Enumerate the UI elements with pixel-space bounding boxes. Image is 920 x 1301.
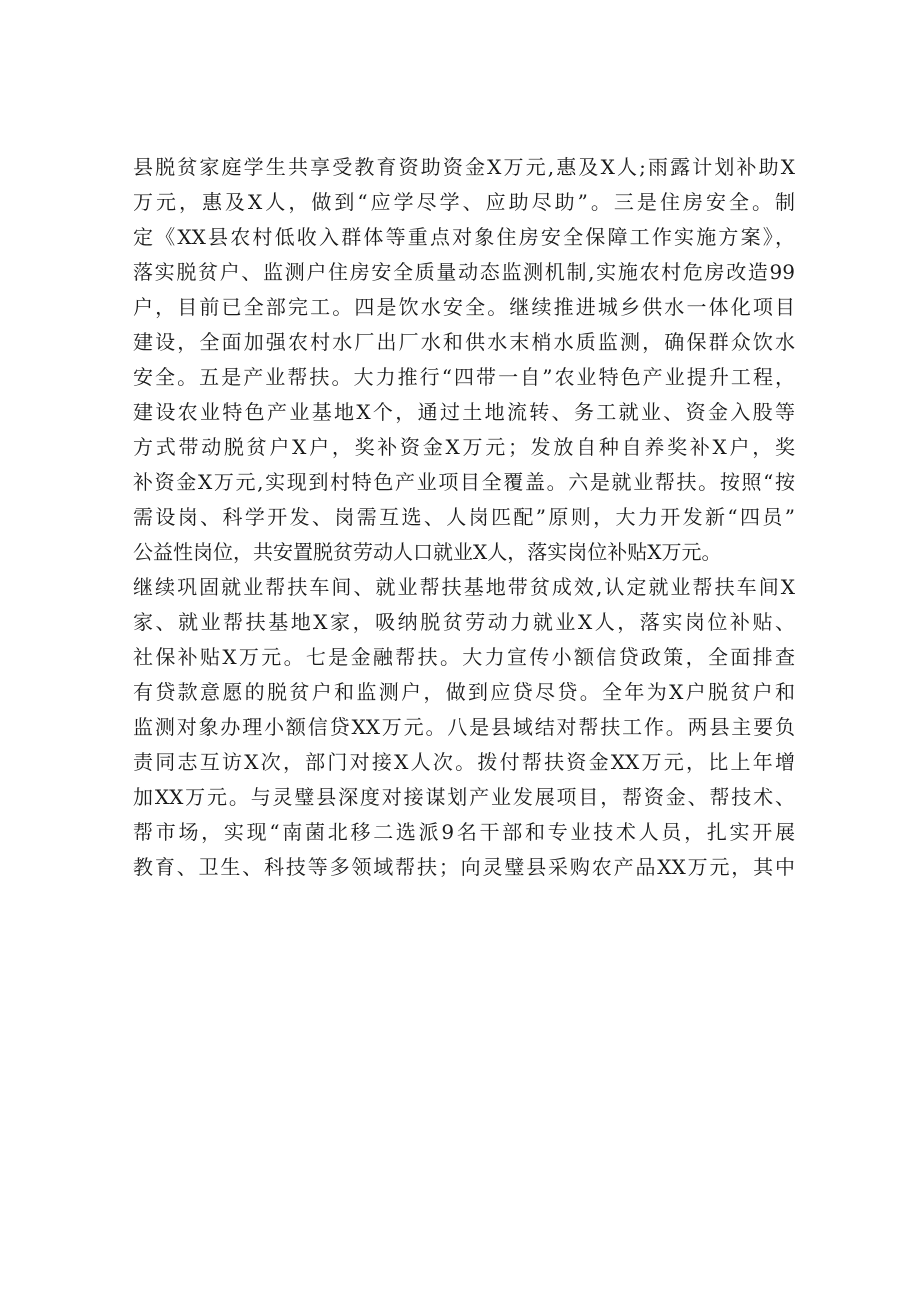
text-line: 落实脱贫户、监测户住房安全质量动态监测机制,实施农村危房改造99 [133, 260, 795, 284]
text-line: 补资金X万元,实现到村特色产业项目全覆盖。六是就业帮扶。按照“按 [133, 470, 795, 494]
text-line: 县脱贫家庭学生共享受教育资助资金X万元,惠及X人;雨露计划补助X [133, 155, 795, 179]
text-line: 监测对象办理小额信贷XX万元。八是县域结对帮扶工作。两县主要负 [133, 715, 795, 739]
text-line: 家、就业帮扶基地X家，吸纳脱贫劳动力就业X人，落实岗位补贴、 [133, 610, 795, 634]
text-line: 社保补贴X万元。七是金融帮扶。大力宣传小额信贷政策，全面排查 [133, 645, 795, 669]
text-line: 方式带动脱贫户X户，奖补资金X万元；发放自种自养奖补X户，奖 [133, 435, 795, 459]
text-line: 建设农业特色产业基地X个，通过土地流转、务工就业、资金入股等 [133, 400, 795, 424]
text-line: 万元，惠及X人，做到“应学尽学、应助尽助”。三是住房安全。制 [133, 190, 795, 214]
text-line: 帮市场，实现“南菌北移二选派9名干部和专业技术人员，扎实开展 [133, 820, 795, 844]
text-line: 继续巩固就业帮扶车间、就业帮扶基地带贫成效,认定就业帮扶车间X [133, 575, 795, 599]
text-line: 加XX万元。与灵璧县深度对接谋划产业发展项目，帮资金、帮技术、 [133, 785, 795, 809]
text-line: 安全。五是产业帮扶。大力推行“四带一自”农业特色产业提升工程， [133, 365, 795, 389]
text-line: 有贷款意愿的脱贫户和监测户，做到应贷尽贷。全年为X户脱贫户和 [133, 680, 795, 704]
text-line: 户，目前已全部完工。四是饮水安全。继续推进城乡供水一体化项目 [133, 295, 795, 319]
body-text [133, 150, 795, 885]
text-line: 责同志互访X次，部门对接X人次。拨付帮扶资金XX万元，比上年增 [133, 750, 795, 774]
text-line: 教育、卫生、科技等多领域帮扶；向灵璧县采购农产品XX万元，其中 [133, 855, 795, 879]
text-line: 需设岗、科学开发、岗需互选、人岗匹配”原则，大力开发新“四员” [133, 505, 795, 529]
text-line: 定《XX县农村低收入群体等重点对象住房安全保障工作实施方案》， [133, 225, 795, 249]
text-line: 公益性岗位，共安置脱贫劳动人口就业X人，落实岗位补贴X万元。 [133, 540, 722, 564]
text-line: 建设，全面加强农村水厂出厂水和供水末梢水质监测，确保群众饮水 [133, 330, 795, 354]
